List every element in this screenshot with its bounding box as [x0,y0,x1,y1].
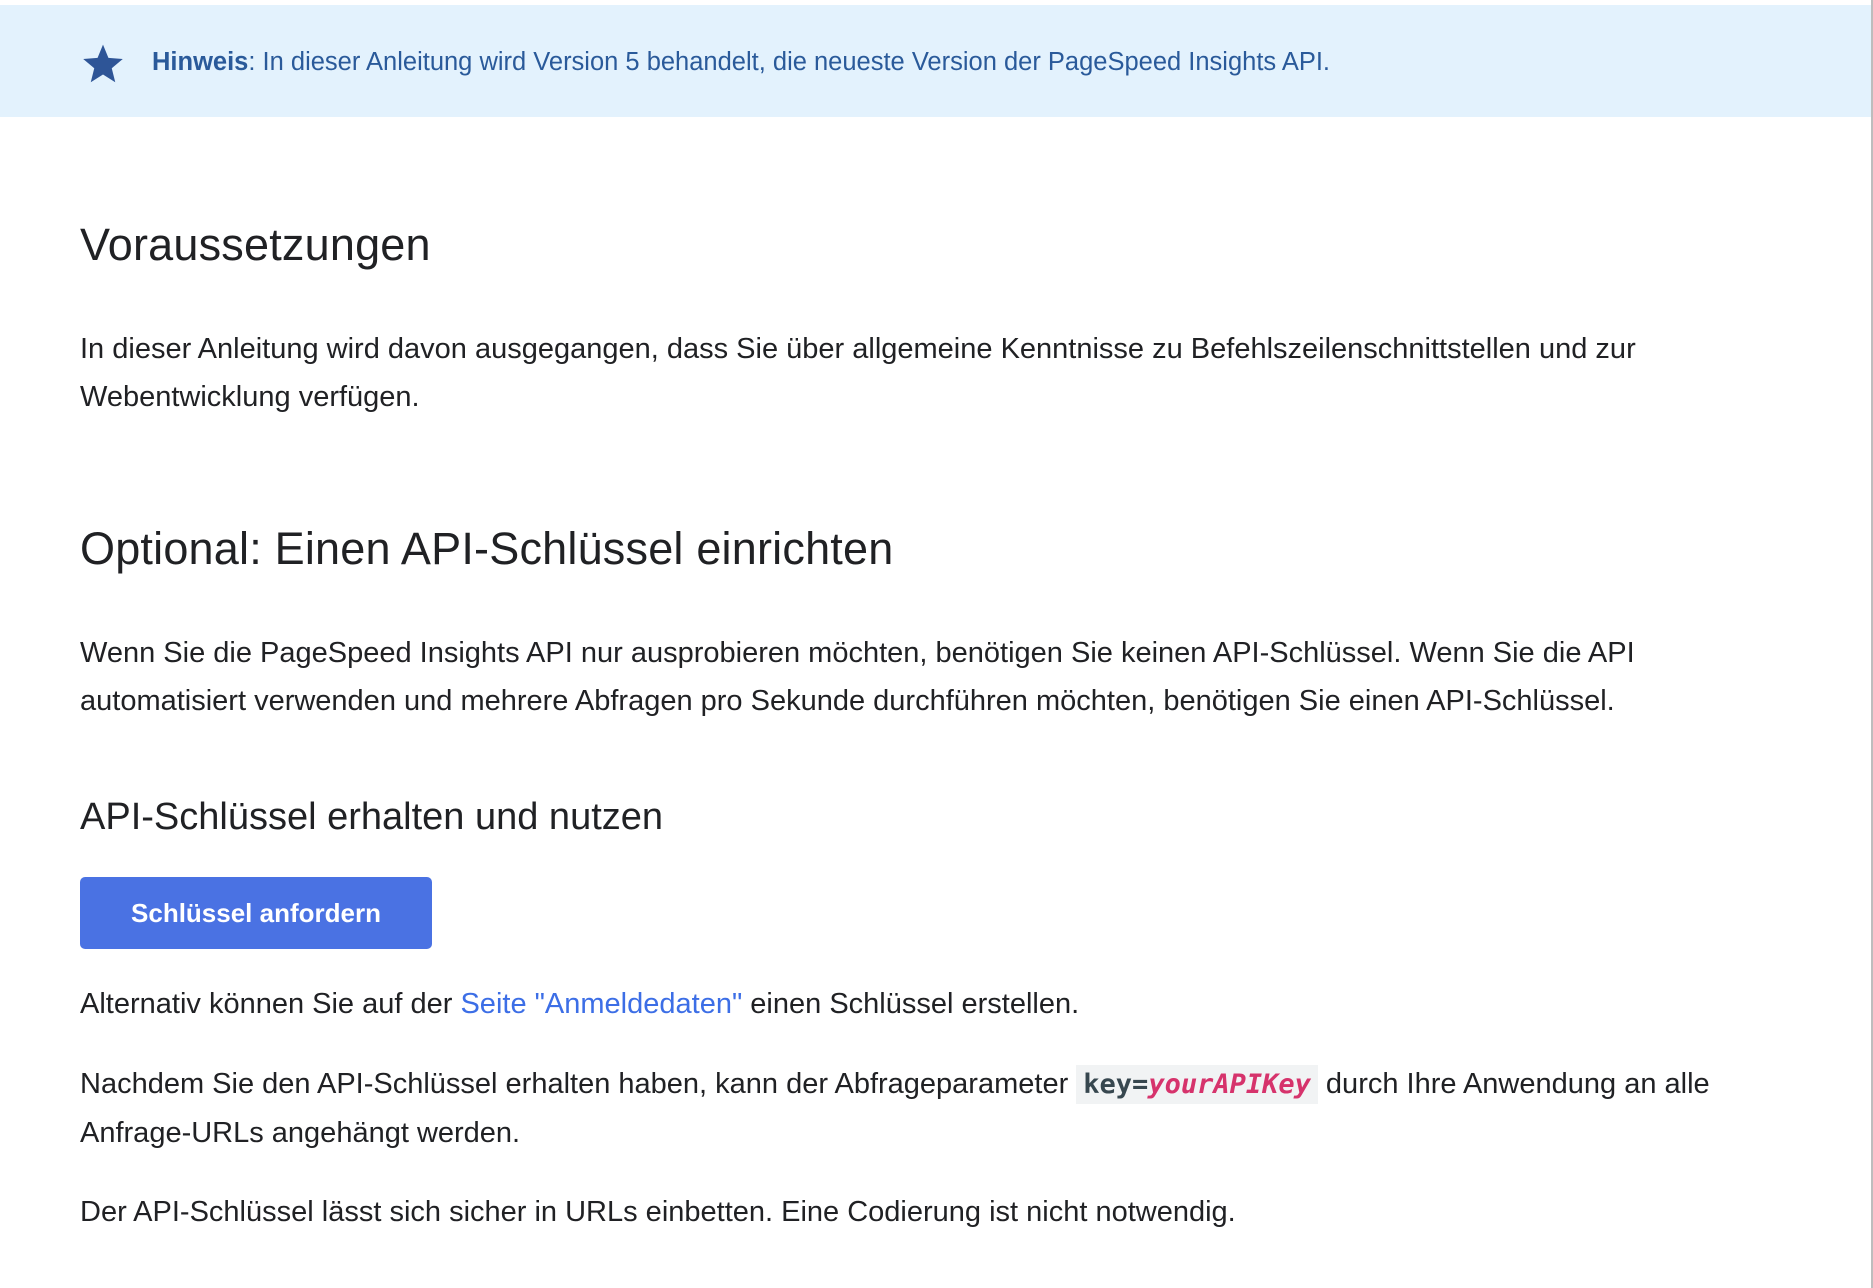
heading-optional-api-key: Optional: Einen API-Schlüssel einrichten [80,523,894,574]
code-key: key= [1083,1069,1149,1100]
note-body: : In dieser Anleitung wird Version 5 behandelt, die neueste Version der PageSpeed Insights API. [248,48,1331,76]
note-banner [0,5,1871,117]
safe-embedding-text: Der API-Schlüssel lässt sich sicher in URLs einbetten. Eine Codierung ist nicht notwendig. [80,1196,1236,1228]
prerequisites-text: In dieser Anleitung wird davon ausgegangen, dass Sie über allgemeine Kenntnisse zu Befehlszeilenschnittstellen und zur Webentwicklung verfügen. [80,333,1636,413]
param-prefix: Nachdem Sie den API-Schlüssel erhalten haben, kann der Abfrageparameter [80,1068,1077,1100]
star-icon [82,42,124,84]
query-parameter-text [80,1060,1800,1157]
note-label: Hinweis [152,48,249,76]
heading-get-and-use-key: API-Schlüssel erhalten und nutzen [80,796,664,838]
optional-api-key-text: Wenn Sie die PageSpeed Insights API nur ausprobieren möchten, benötigen Sie keinen API-Schlüssel. Wenn Sie die API automatisiert verwenden und mehrere Abfragen pro Sekunde durchführen möchten, benötigen Sie einen API-Schlüssel. [80,637,1635,717]
request-key-button[interactable]: Schlüssel anfordern [80,877,432,949]
key-param-code [1076,1065,1318,1104]
alt-prefix: Alternativ können Sie auf der [80,988,461,1020]
param-suffix: durch Ihre Anwendung an alle Anfrage-URLs angehängt werden. [80,1068,1710,1149]
credentials-page-link[interactable]: Seite "Anmeldedaten" [460,988,743,1020]
note-text [152,47,1330,77]
alternative-text [80,980,1800,1028]
alt-suffix: einen Schlüssel erstellen. [742,988,1080,1020]
code-value: yourAPIKey [1148,1069,1311,1100]
heading-prerequisites: Voraussetzungen [80,219,431,270]
